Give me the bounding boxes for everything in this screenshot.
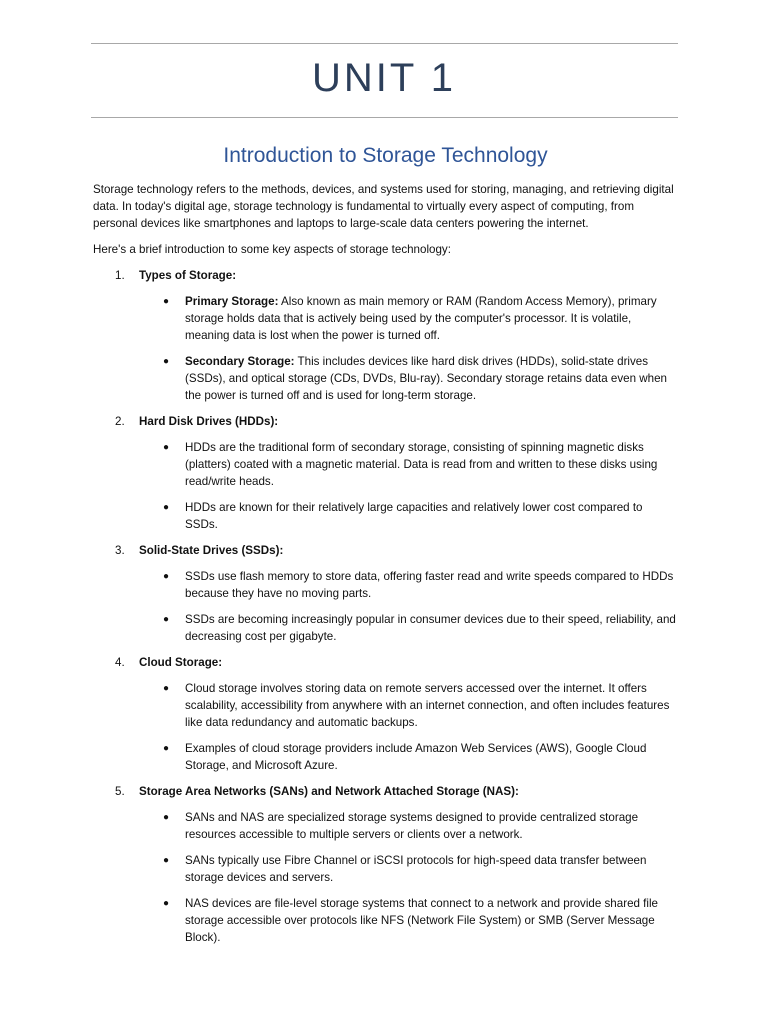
bullet-item (139, 568, 678, 602)
list-item-section (93, 267, 678, 404)
list-item-section (93, 783, 678, 946)
lead-in-paragraph: Here's a brief introduction to some key aspects of storage technology: (93, 243, 451, 256)
bullet-list (139, 680, 678, 774)
bullet-item (139, 852, 678, 886)
bullet-text: Examples of cloud storage providers include Amazon Web Services (AWS), Google Cloud Storage, and Microsoft Azure. (185, 742, 647, 772)
section-heading: Introduction to Storage Technology (223, 144, 548, 167)
bullet-dot-icon: ● (163, 571, 170, 582)
bullet-dot-icon: ● (163, 812, 170, 823)
list-item-section (93, 542, 678, 645)
bullet-item (139, 353, 678, 404)
bullet-list (139, 293, 678, 404)
bullet-text: Cloud storage involves storing data on remote servers accessed over the internet. It offers scalability, accessibility from anywhere with an internet connection, and often includes features like data redundancy and automatic backups. (185, 682, 670, 729)
bullet-item (139, 293, 678, 344)
bullet-dot-icon: ● (163, 356, 170, 367)
bullet-dot-icon: ● (163, 743, 170, 754)
bullet-item (139, 611, 678, 645)
bullet-text: SSDs use flash memory to store data, offering faster read and write speeds compared to HDDs because they have no moving parts. (185, 570, 674, 600)
bullet-item (139, 809, 678, 843)
bullet-lead: Primary Storage: (185, 295, 279, 308)
bullet-text: Also known as main memory or RAM (Random Access Memory), primary storage holds data that is actively being used by the computer's processor. It is volatile, meaning data is lost when the power is turned off. (185, 295, 657, 342)
bullet-text: This includes devices like hard disk drives (HDDs), solid-state drives (SSDs), and optical storage (CDs, DVDs, Blu-ray). Secondary storage retains data even when the power is turned off and is used for long-term storage. (185, 355, 668, 402)
bullet-text: HDDs are known for their relatively large capacities and relatively lower cost compared to SSDs. (185, 501, 643, 531)
bullet-dot-icon: ● (163, 855, 170, 866)
list-item-section (93, 654, 678, 774)
section-title: Hard Disk Drives (HDDs): (139, 415, 279, 428)
bottom-rule (91, 117, 678, 118)
list-item-section (93, 413, 678, 533)
document-body (93, 142, 678, 955)
bullet-text: HDDs are the traditional form of secondary storage, consisting of spinning magnetic disks (platters) coated with a magnetic material. Data is read from and written to these disks using read/write heads. (185, 441, 658, 488)
section-title: Cloud Storage: (139, 656, 223, 669)
section-number: 2. (115, 415, 125, 428)
top-rule (91, 43, 678, 44)
bullet-item (139, 499, 678, 533)
bullet-item (139, 439, 678, 490)
bullet-list (139, 568, 678, 645)
bullet-lead: Secondary Storage: (185, 355, 295, 368)
bullet-text: NAS devices are file-level storage systems that connect to a network and provide shared file storage accessible over protocols like NFS (Network File System) or SMB (Server Message Block). (185, 897, 659, 944)
bullet-list (139, 439, 678, 533)
section-title: Solid-State Drives (SSDs): (139, 544, 284, 557)
bullet-text: SSDs are becoming increasingly popular in consumer devices due to their speed, reliability, and decreasing cost per gigabyte. (185, 613, 676, 643)
bullet-dot-icon: ● (163, 898, 170, 909)
bullet-dot-icon: ● (163, 296, 170, 307)
bullet-dot-icon: ● (163, 614, 170, 625)
bullet-dot-icon: ● (163, 502, 170, 513)
numbered-list (93, 267, 678, 946)
section-title: Types of Storage: (139, 269, 237, 282)
intro-paragraph: Storage technology refers to the methods, devices, and systems used for storing, managing, and retrieving digital data. In today's digital age, storage technology is fundamental to virtually every aspect of computing, from personal devices like smartphones and laptops to large-scale data centers powering the internet. (93, 183, 674, 230)
bullet-text: SANs and NAS are specialized storage systems designed to provide centralized storage resources accessible to multiple servers or clients over a network. (185, 811, 639, 841)
bullet-dot-icon: ● (163, 442, 170, 453)
bullet-dot-icon: ● (163, 683, 170, 694)
section-number: 4. (115, 656, 125, 669)
bullet-list (139, 809, 678, 946)
bullet-item (139, 895, 678, 946)
bullet-item (139, 740, 678, 774)
section-title: Storage Area Networks (SANs) and Network Attached Storage (NAS): (139, 785, 519, 798)
bullet-text: SANs typically use Fibre Channel or iSCSI protocols for high-speed data transfer between storage devices and servers. (185, 854, 647, 884)
section-number: 3. (115, 544, 125, 557)
bullet-item (139, 680, 678, 731)
unit-title: UNIT 1 (312, 56, 456, 100)
section-number: 1. (115, 269, 125, 282)
section-number: 5. (115, 785, 125, 798)
